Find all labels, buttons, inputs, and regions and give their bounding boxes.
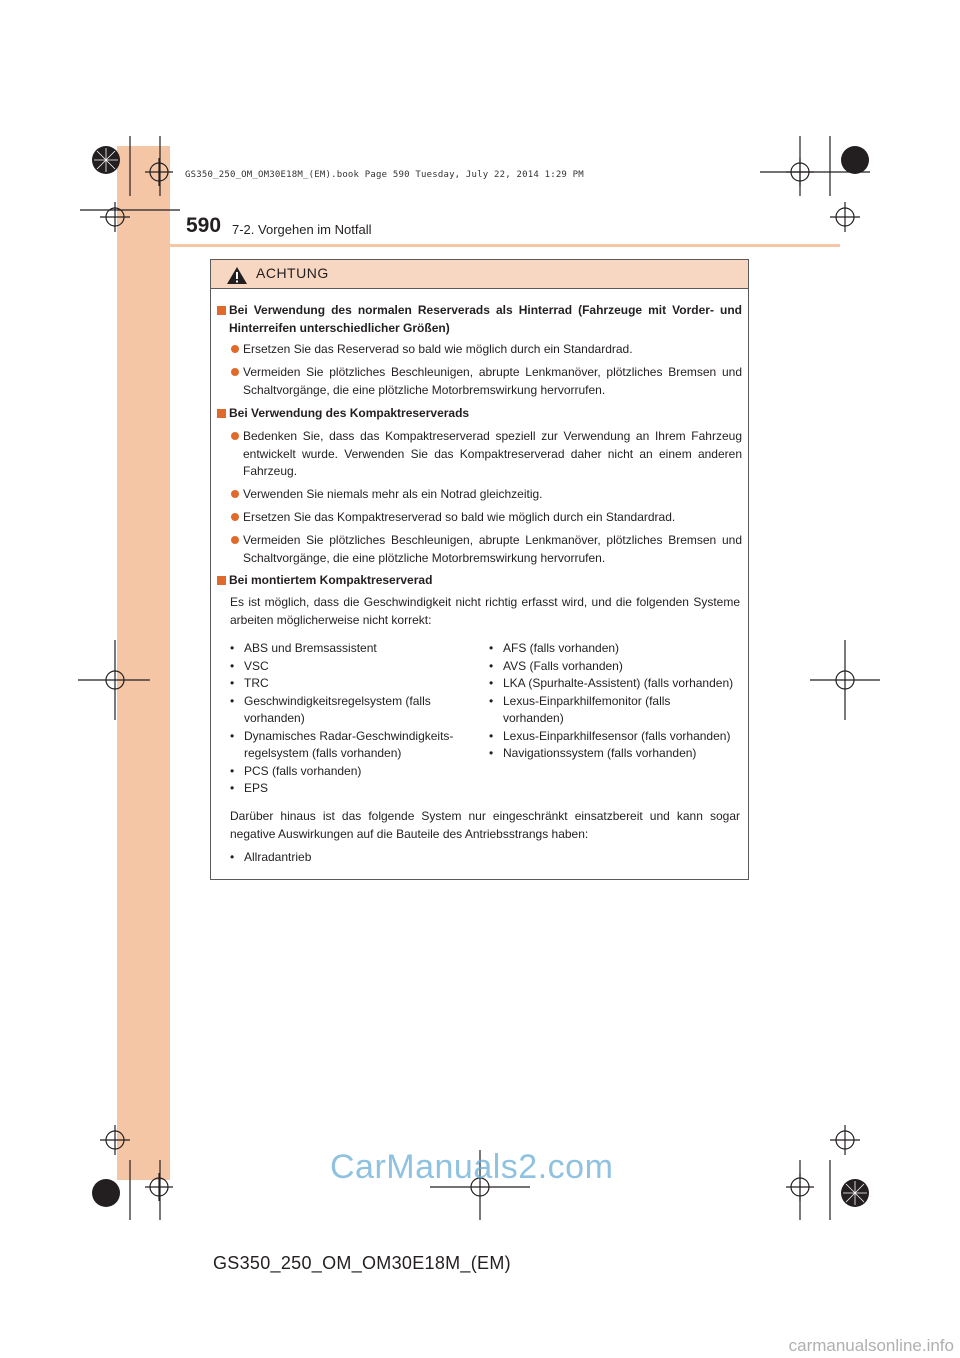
list-item: • Geschwindigkeitsregelsystem (falls vorhanden): [230, 693, 485, 728]
list-item: • VSC: [230, 658, 485, 676]
list-item: • LKA (Spurhalte-Assistent) (falls vorhanden): [489, 675, 734, 693]
round-bullet-icon: [231, 432, 239, 440]
warning-heading-compact-spare: Bei Verwendung des Kompaktreserverads: [217, 405, 742, 423]
list-item: • Lexus-Einparkhilfesensor (falls vorhanden): [489, 728, 734, 746]
list-item: Ersetzen Sie das Reserverad so bald wie möglich durch ein Standardrad.: [231, 341, 742, 359]
mounted-compact-outro: Darüber hinaus ist das folgende System nur eingeschränkt einsatzbereit und kann sogar negative Auswirkungen auf die Bauteile des Antriebsstrangs haben:: [230, 809, 740, 841]
round-bullet-icon: [231, 513, 239, 521]
round-bullet-icon: [231, 490, 239, 498]
systems-list-right: [489, 640, 734, 763]
list-item: Vermeiden Sie plötzliches Beschleunigen, abrupte Lenkmanöver, plötzliches Bremsen und Schaltvorgänge, die eine plötzliche Motorbremswirkung hervorrufen.: [231, 532, 742, 567]
round-bullet-icon: [231, 536, 239, 544]
square-bullet-icon: [217, 576, 226, 585]
list-item: Ersetzen Sie das Kompaktreserverad so bald wie möglich durch ein Standardrad.: [231, 509, 742, 527]
list-item: Bedenken Sie, dass das Kompaktreserverad speziell zur Verwendung an Ihrem Fahrzeug entwickelt wurde. Verwenden Sie das Kompaktreserverad daher nicht an einem anderen Fahrzeug.: [231, 428, 742, 481]
list-item: • Lexus-Einparkhilfemonitor (falls vorhanden): [489, 693, 734, 728]
watermark: CarManuals2.com: [330, 1148, 614, 1186]
list-item: • PCS (falls vorhanden): [230, 763, 485, 781]
warning-title: ACHTUNG: [256, 265, 329, 281]
header-rule: [117, 244, 840, 247]
list-item: • EPS: [230, 780, 485, 798]
list-item: Vermeiden Sie plötzliches Beschleunigen, abrupte Lenkmanöver, plötzliches Bremsen und Schaltvorgänge, die eine plötzliche Motorbremswirkung hervorrufen.: [231, 364, 742, 399]
warning-triangle-icon: [226, 266, 248, 285]
warning-heading-normal-spare: Bei Verwendung des normalen Reserverads als Hinterrad (Fahrzeuge mit Vorder- und Hinterreifen unterschiedlicher Größen): [217, 302, 742, 337]
list-item: • AVS (Falls vorhanden): [489, 658, 734, 676]
side-color-band: [117, 146, 170, 1180]
section-title: 7-2. Vorgehen im Notfall: [232, 222, 372, 237]
extra-systems-list: [230, 849, 485, 867]
footer-code: GS350_250_OM_OM30E18M_(EM): [213, 1253, 511, 1273]
book-header: GS350_250_OM_OM30E18M_(EM).book Page 590 Tuesday, July 22, 2014 1:29 PM: [185, 170, 584, 180]
list-item: Verwenden Sie niemals mehr als ein Notrad gleichzeitig.: [231, 486, 742, 504]
round-bullet-icon: [231, 368, 239, 376]
square-bullet-icon: [217, 409, 226, 418]
site-watermark: carmanualsonline.info: [788, 1336, 954, 1355]
mounted-compact-intro: Es ist möglich, dass die Geschwindigkeit nicht richtig erfasst wird, und die folgenden Systeme arbeiten möglicherweise nicht korrekt:: [230, 595, 740, 627]
list-item: • ABS und Bremsassistent: [230, 640, 485, 658]
warning-heading-mounted-compact: Bei montiertem Kompaktreserverad: [217, 572, 742, 590]
warning-header: [211, 260, 748, 289]
list-item: • TRC: [230, 675, 485, 693]
list-item: • Navigationssystem (falls vorhanden): [489, 745, 734, 763]
list-item: • Dynamisches Radar-Geschwindigkeits-regelsystem (falls vorhanden): [230, 728, 485, 763]
list-item: • Allradantrieb: [230, 849, 485, 867]
systems-list-left: [230, 640, 485, 798]
page-number: 590: [186, 214, 222, 237]
warning-box: [210, 259, 749, 880]
round-bullet-icon: [231, 345, 239, 353]
square-bullet-icon: [217, 306, 226, 315]
list-item: • AFS (falls vorhanden): [489, 640, 734, 658]
